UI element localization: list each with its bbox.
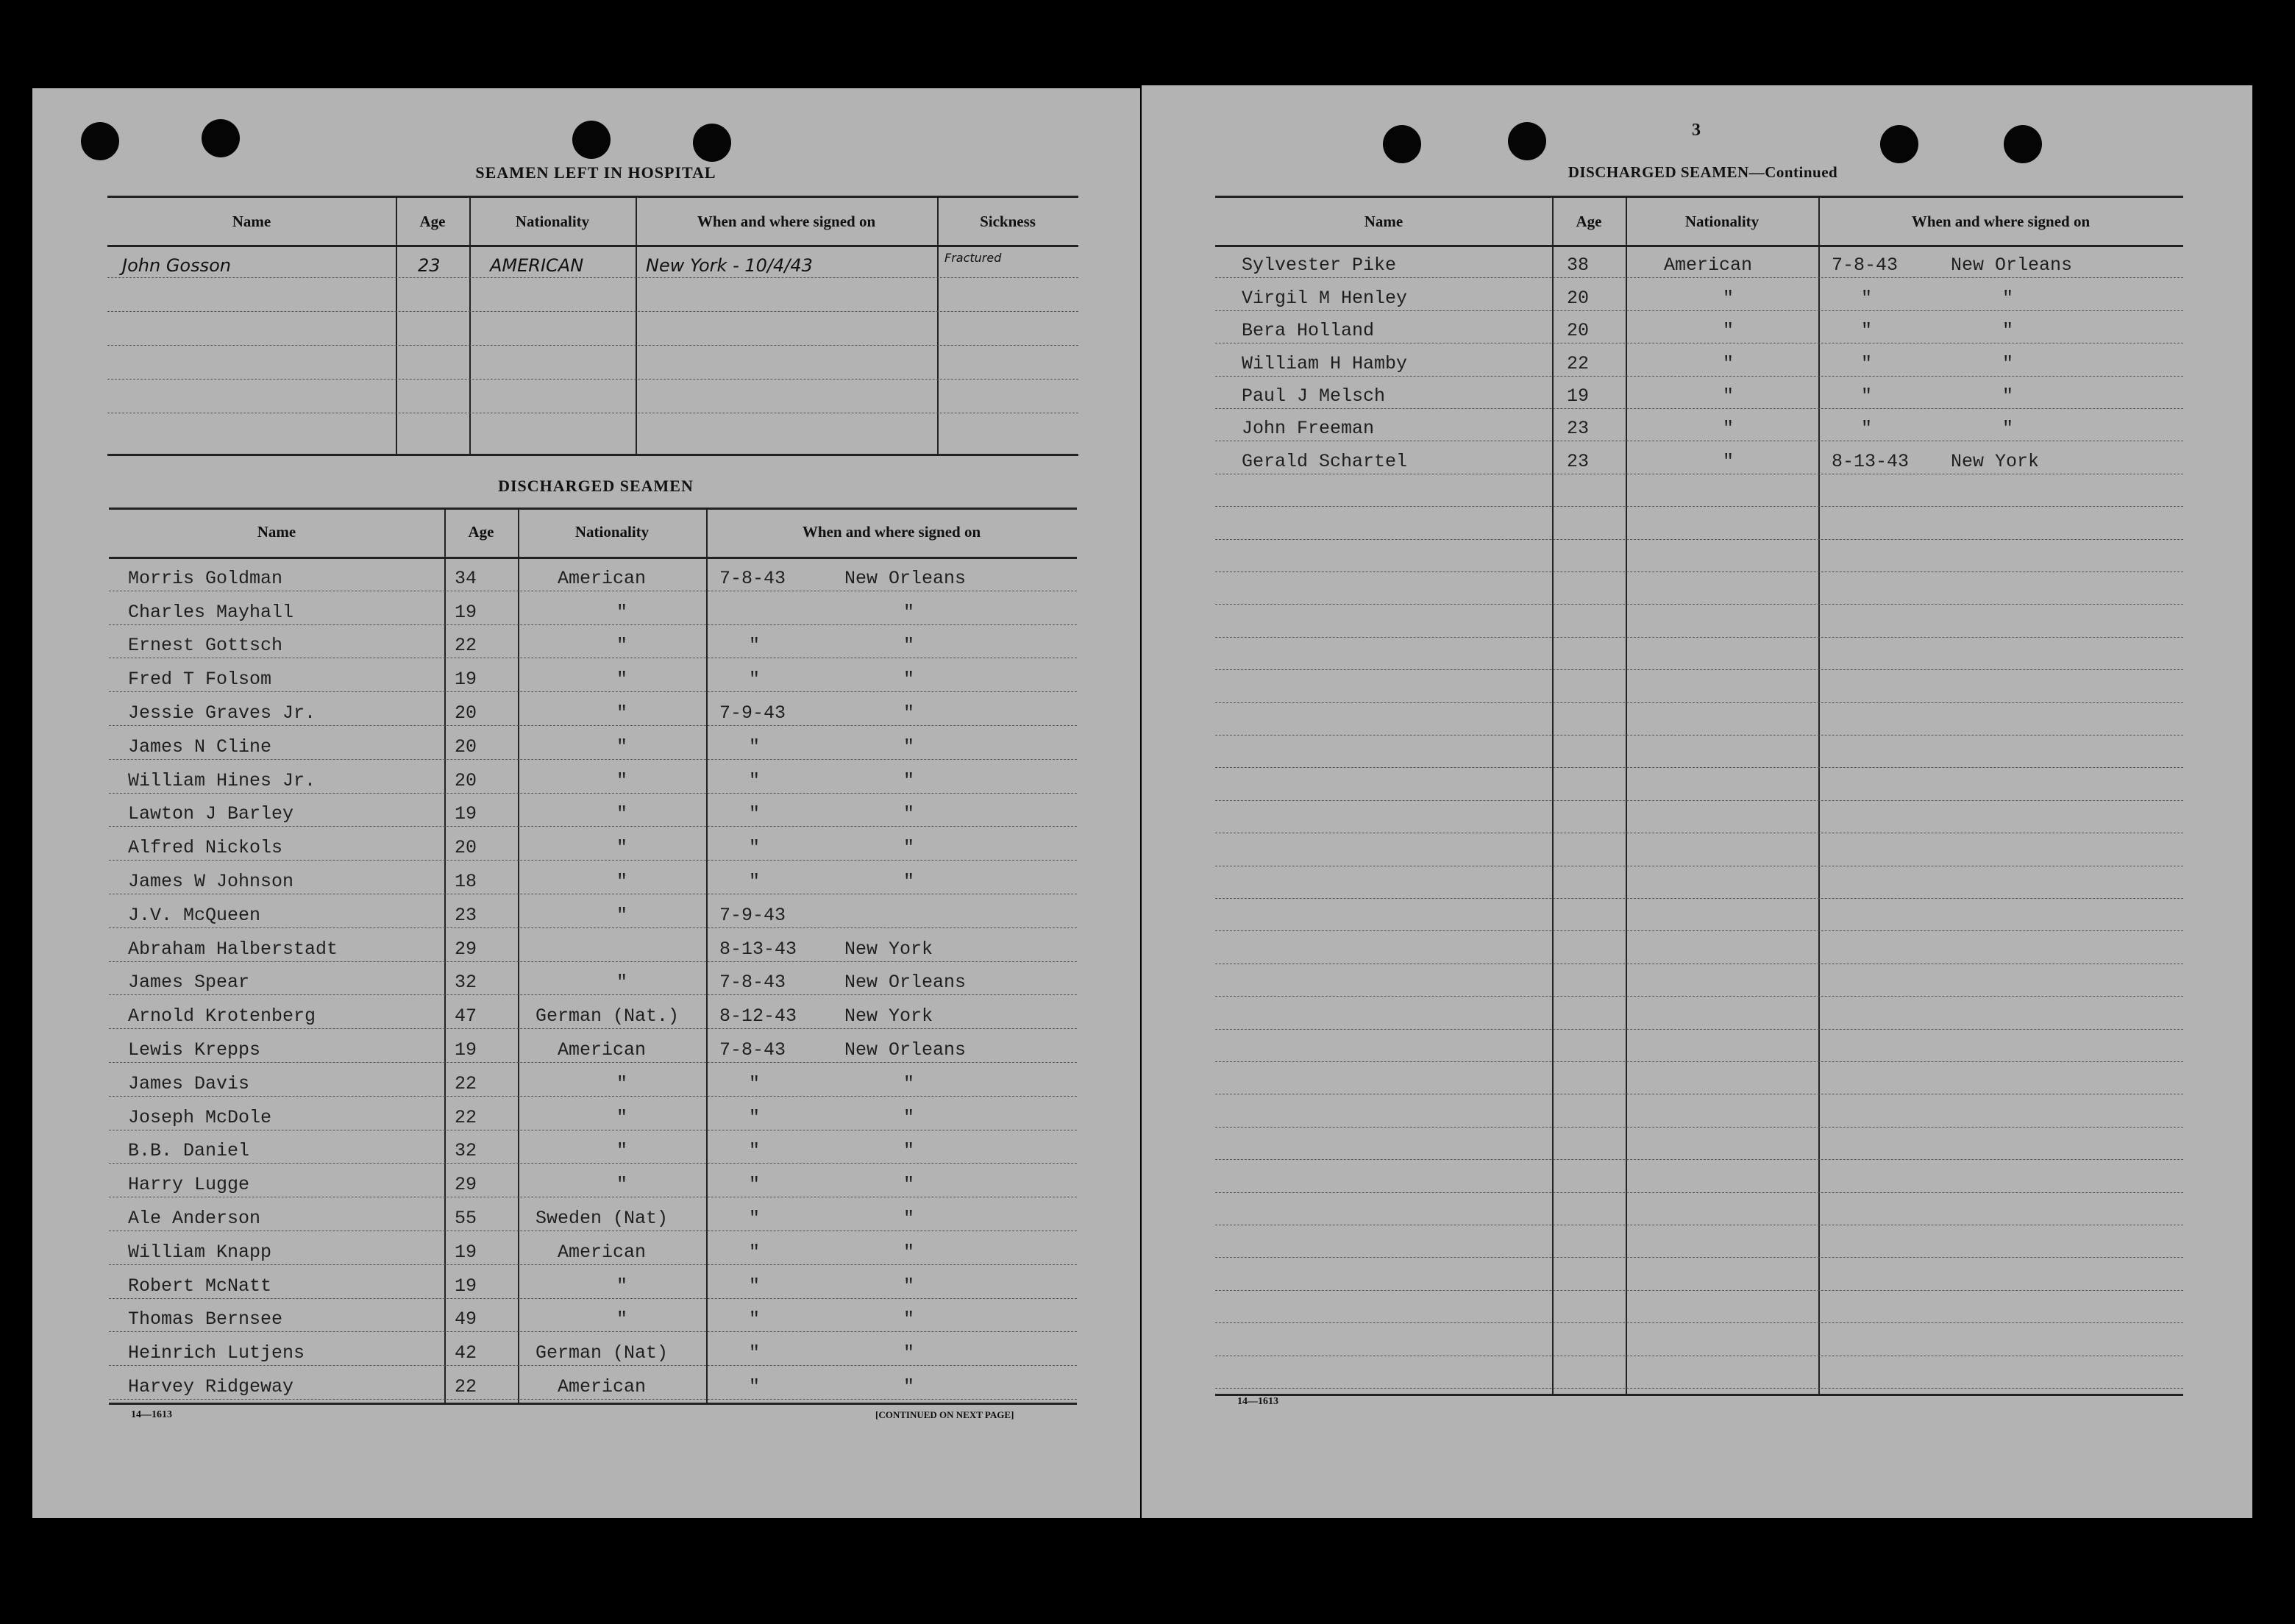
table-row (109, 860, 1077, 894)
seaman-name: Thomas Bernsee (128, 1308, 283, 1331)
signed-on-place: " (903, 1174, 915, 1196)
seaman-age: 20 (1567, 287, 1590, 309)
table-row (109, 1231, 1077, 1265)
seaman-name: Abraham Halberstadt (128, 938, 338, 960)
signed-on-place: " (903, 1072, 915, 1094)
seaman-nationality: " (616, 1140, 628, 1162)
signed-on-date: 7-9-43 (719, 904, 786, 926)
seaman-name: Joseph McDole (128, 1106, 272, 1128)
page-number: 3 (1692, 121, 1701, 140)
hospital-sickness: Fractured (944, 251, 1002, 265)
signed-on-date: " (749, 736, 761, 758)
table-row (109, 725, 1077, 760)
signed-on-place: " (903, 1375, 915, 1397)
header-nationality: Nationality (515, 213, 590, 230)
signed-on-date: " (749, 1140, 761, 1162)
table-row (109, 1331, 1077, 1366)
signed-on-date: " (749, 1241, 761, 1263)
signed-on-date: 8-13-43 (1832, 450, 1910, 472)
seaman-age: 19 (455, 803, 477, 825)
continued-note: [CONTINUED ON NEXT PAGE] (875, 1409, 1014, 1420)
table-row (1215, 277, 2183, 310)
header-sickness: Sickness (980, 213, 1036, 230)
signed-on-place: " (903, 736, 915, 758)
table-row (107, 277, 1078, 312)
seaman-name: Jessie Graves Jr. (128, 702, 316, 724)
table-row (1215, 964, 2183, 997)
hospital-section-title: SEAMEN LEFT IN HOSPITAL (475, 163, 716, 182)
seaman-name: William H Hamby (1242, 352, 1408, 374)
signed-on-place: New Orleans (844, 1039, 967, 1061)
seaman-nationality: " (1723, 385, 1734, 407)
table-row (1215, 735, 2183, 768)
seaman-age: 29 (455, 938, 477, 960)
signed-on-date: " (749, 1072, 761, 1094)
signed-on-place: " (903, 669, 915, 691)
seaman-nationality: " (616, 1106, 628, 1128)
signed-on-place: New York (844, 1005, 933, 1028)
seaman-age: 55 (455, 1207, 477, 1229)
seaman-age: 19 (455, 669, 477, 691)
table-row (109, 759, 1077, 794)
table-row (1215, 441, 2183, 474)
seaman-name: Harvey Ridgeway (128, 1375, 294, 1397)
signed-on-date: 7-8-43 (719, 972, 786, 994)
signed-on-place: " (903, 635, 915, 657)
signed-on-place: " (903, 1342, 915, 1364)
signed-on-date: " (1861, 385, 1873, 407)
seaman-name: William Hines Jr. (128, 769, 316, 791)
signed-on-date: " (1861, 418, 1873, 440)
table-row (1215, 898, 2183, 931)
seaman-name: Ernest Gottsch (128, 635, 283, 657)
header-signed-on: When and where signed on (802, 523, 981, 541)
seaman-name: B.B. Daniel (128, 1140, 250, 1162)
hospital-signed-on: New York - 10/4/43 (646, 255, 813, 276)
table-row (1215, 930, 2183, 964)
punch-hole (693, 124, 731, 162)
discharged-table-header (109, 510, 1077, 559)
seaman-age: 19 (455, 1241, 477, 1263)
seaman-nationality: German (Nat.) (536, 1005, 680, 1028)
seaman-nationality: " (616, 972, 628, 994)
seaman-nationality: " (616, 870, 628, 892)
seaman-name: Gerald Schartel (1242, 450, 1408, 472)
table-row (1215, 506, 2183, 539)
form-number: 14—1613 (1237, 1396, 1278, 1407)
table-row (109, 1298, 1077, 1333)
table-row (107, 379, 1078, 413)
seaman-age: 23 (455, 904, 477, 926)
punch-hole (572, 121, 611, 159)
table-row (109, 1096, 1077, 1130)
header-signed-on: When and where signed on (697, 213, 876, 230)
hospital-name: John Gosson (122, 255, 231, 276)
seaman-nationality: American (558, 1241, 647, 1263)
seaman-age: 19 (455, 1039, 477, 1061)
signed-on-place: " (903, 1241, 915, 1263)
seaman-nationality: " (1723, 418, 1734, 440)
table-row (1215, 408, 2183, 441)
seaman-age: 22 (455, 635, 477, 657)
table-row (1215, 1225, 2183, 1258)
seaman-age: 19 (455, 1275, 477, 1297)
seaman-name: James Spear (128, 972, 250, 994)
seaman-age: 22 (455, 1072, 477, 1094)
table-row (1215, 669, 2183, 702)
header-signed-on: When and where signed on (1911, 213, 2091, 230)
table-row (107, 245, 1078, 278)
table-row (1215, 1127, 2183, 1160)
hospital-table-header (107, 198, 1078, 247)
signed-on-date: " (749, 1106, 761, 1128)
seaman-age: 22 (455, 1106, 477, 1128)
table-row (109, 994, 1077, 1029)
signed-on-date: 8-13-43 (719, 938, 797, 960)
punch-hole (81, 122, 119, 160)
seaman-name: Paul J Melsch (1242, 385, 1386, 407)
seaman-nationality: " (616, 635, 628, 657)
seaman-nationality: " (616, 769, 628, 791)
table-row (1215, 1322, 2183, 1356)
seaman-nationality: " (616, 736, 628, 758)
seaman-name: Alfred Nickols (128, 837, 283, 859)
signed-on-place: " (903, 702, 915, 724)
header-name: Name (1364, 213, 1403, 230)
hospital-age: 23 (418, 255, 441, 276)
seaman-nationality: " (616, 803, 628, 825)
table-row (109, 1028, 1077, 1063)
seaman-age: 19 (455, 601, 477, 623)
seaman-nationality: " (616, 904, 628, 926)
signed-on-place: New York (1951, 450, 2040, 472)
table-row (1215, 1159, 2183, 1192)
punch-hole (1383, 125, 1421, 163)
table-row (1215, 474, 2183, 507)
header-age: Age (468, 523, 494, 541)
signed-on-date: " (749, 635, 761, 657)
table-row (109, 658, 1077, 692)
discharged-continued-table (1215, 196, 2183, 1396)
table-row (1215, 1061, 2183, 1094)
signed-on-place: " (903, 769, 915, 791)
seaman-name: Sylvester Pike (1242, 254, 1397, 277)
table-row (1215, 310, 2183, 343)
table-row (107, 311, 1078, 346)
table-row (109, 1365, 1077, 1400)
seaman-age: 47 (455, 1005, 477, 1028)
table-row (1215, 343, 2183, 376)
table-row (109, 826, 1077, 861)
hospital-table (107, 196, 1078, 456)
table-row (109, 894, 1077, 928)
signed-on-date: " (749, 803, 761, 825)
header-age: Age (419, 213, 446, 230)
seaman-age: 23 (1567, 450, 1590, 472)
signed-on-date: 7-9-43 (719, 702, 786, 724)
seaman-age: 34 (455, 567, 477, 589)
table-row (1215, 800, 2183, 833)
seaman-name: Lawton J Barley (128, 803, 294, 825)
signed-on-date: " (1861, 352, 1873, 374)
discharged-table (109, 508, 1077, 1405)
signed-on-place: " (2002, 418, 2014, 440)
table-row (1215, 1356, 2183, 1389)
signed-on-date: 7-8-43 (1832, 254, 1899, 277)
table-row (109, 557, 1077, 591)
signed-on-date: " (749, 769, 761, 791)
seaman-nationality: " (616, 601, 628, 623)
table-row (1215, 702, 2183, 736)
seaman-nationality: American (558, 1039, 647, 1061)
discharged-continued-header (1215, 198, 2183, 247)
header-age: Age (1576, 213, 1602, 230)
signed-on-place: " (903, 837, 915, 859)
signed-on-place: " (903, 803, 915, 825)
seaman-nationality: American (1664, 254, 1753, 277)
seaman-name: Ale Anderson (128, 1207, 261, 1229)
signed-on-date: 7-8-43 (719, 1039, 786, 1061)
signed-on-date: 8-12-43 (719, 1005, 797, 1028)
seaman-age: 20 (455, 769, 477, 791)
seaman-age: 32 (455, 972, 477, 994)
seaman-nationality: " (616, 669, 628, 691)
table-row (1215, 996, 2183, 1029)
table-row (109, 793, 1077, 827)
header-name: Name (232, 213, 271, 230)
form-number: 14—1613 (131, 1409, 172, 1420)
table-row (107, 345, 1078, 380)
seaman-age: 20 (1567, 320, 1590, 342)
seaman-nationality: Sweden (Nat) (536, 1207, 669, 1229)
table-row (109, 927, 1077, 962)
seaman-nationality: " (1723, 287, 1734, 309)
seaman-age: 42 (455, 1342, 477, 1364)
table-row (1215, 604, 2183, 637)
signed-on-place: " (2002, 287, 2014, 309)
signed-on-date: " (1861, 287, 1873, 309)
seaman-age: 38 (1567, 254, 1590, 277)
seaman-name: Harry Lugge (128, 1174, 250, 1196)
seaman-name: Morris Goldman (128, 567, 283, 589)
table-row (109, 1130, 1077, 1164)
seaman-age: 19 (1567, 385, 1590, 407)
table-row (1215, 1257, 2183, 1290)
seaman-age: 20 (455, 736, 477, 758)
discharged-continued-title: DISCHARGED SEAMEN—Continued (1568, 163, 1838, 181)
signed-on-place: New Orleans (844, 567, 967, 589)
discharged-section-title: DISCHARGED SEAMEN (498, 477, 694, 495)
seaman-name: John Freeman (1242, 418, 1375, 440)
seaman-name: Arnold Krotenberg (128, 1005, 316, 1028)
signed-on-place: " (903, 1275, 915, 1297)
signed-on-date: " (749, 669, 761, 691)
seaman-age: 29 (455, 1174, 477, 1196)
table-row (109, 591, 1077, 625)
seaman-age: 49 (455, 1308, 477, 1331)
seaman-age: 23 (1567, 418, 1590, 440)
seaman-name: J.V. McQueen (128, 904, 261, 926)
table-row (1215, 637, 2183, 670)
seaman-age: 20 (455, 837, 477, 859)
seaman-name: James Davis (128, 1072, 250, 1094)
table-row (1215, 245, 2183, 278)
punch-hole (1880, 125, 1918, 163)
seaman-nationality: " (1723, 450, 1734, 472)
seaman-nationality: American (558, 567, 647, 589)
punch-hole (1508, 122, 1546, 160)
seaman-nationality: German (Nat) (536, 1342, 669, 1364)
seaman-name: Lewis Krepps (128, 1039, 261, 1061)
signed-on-place: " (2002, 352, 2014, 374)
seaman-nationality: " (616, 1275, 628, 1297)
signed-on-place: New Orleans (844, 972, 967, 994)
seaman-nationality: " (616, 1174, 628, 1196)
punch-hole (2004, 125, 2042, 163)
signed-on-date: " (749, 1308, 761, 1331)
seaman-age: 18 (455, 870, 477, 892)
signed-on-place: " (903, 601, 915, 623)
seaman-name: Robert McNatt (128, 1275, 272, 1297)
table-row (1215, 866, 2183, 899)
signed-on-date: " (749, 1275, 761, 1297)
header-nationality: Nationality (574, 523, 650, 541)
signed-on-date: " (749, 1342, 761, 1364)
signed-on-date: " (749, 1375, 761, 1397)
signed-on-date: " (1861, 320, 1873, 342)
seaman-age: 32 (455, 1140, 477, 1162)
table-row (1215, 767, 2183, 800)
signed-on-place: " (903, 1140, 915, 1162)
table-row (1215, 1029, 2183, 1062)
table-row (109, 1197, 1077, 1231)
punch-hole (202, 119, 240, 157)
seaman-name: James N Cline (128, 736, 272, 758)
table-row (1215, 571, 2183, 605)
signed-on-place: " (2002, 320, 2014, 342)
signed-on-place: " (903, 1207, 915, 1229)
table-row (109, 1163, 1077, 1197)
signed-on-place: New York (844, 938, 933, 960)
hospital-nationality: AMERICAN (490, 255, 584, 276)
signed-on-date: " (749, 1174, 761, 1196)
signed-on-date: " (749, 837, 761, 859)
signed-on-place: " (903, 1106, 915, 1128)
table-row (109, 1264, 1077, 1299)
seaman-name: Fred T Folsom (128, 669, 272, 691)
seaman-age: 22 (1567, 352, 1590, 374)
seaman-nationality: " (1723, 320, 1734, 342)
signed-on-place: " (903, 870, 915, 892)
seaman-nationality: " (1723, 352, 1734, 374)
signed-on-place: New Orleans (1951, 254, 2073, 277)
seaman-name: William Knapp (128, 1241, 272, 1263)
table-row (1215, 1094, 2183, 1127)
seaman-nationality: " (616, 837, 628, 859)
seaman-name: Bera Holland (1242, 320, 1375, 342)
signed-on-place: " (903, 1308, 915, 1331)
seaman-nationality: " (616, 1072, 628, 1094)
seaman-age: 22 (455, 1375, 477, 1397)
seaman-name: Charles Mayhall (128, 601, 294, 623)
table-row (109, 961, 1077, 996)
table-row (1215, 1192, 2183, 1225)
table-row (1215, 833, 2183, 866)
header-name: Name (257, 523, 296, 541)
seaman-nationality: " (616, 702, 628, 724)
seaman-name: James W Johnson (128, 870, 294, 892)
seaman-nationality: American (558, 1375, 647, 1397)
signed-on-date: 7-8-43 (719, 567, 786, 589)
seaman-nationality: " (616, 1308, 628, 1331)
header-nationality: Nationality (1684, 213, 1760, 230)
table-row (109, 691, 1077, 726)
signed-on-date: " (749, 870, 761, 892)
table-row (1215, 1290, 2183, 1323)
table-row (109, 1062, 1077, 1097)
seaman-name: Virgil M Henley (1242, 287, 1408, 309)
seaman-name: Heinrich Lutjens (128, 1342, 305, 1364)
seaman-age: 20 (455, 702, 477, 724)
table-row (1215, 539, 2183, 572)
signed-on-place: " (2002, 385, 2014, 407)
table-row (109, 624, 1077, 659)
signed-on-date: " (749, 1207, 761, 1229)
table-row (1215, 376, 2183, 409)
